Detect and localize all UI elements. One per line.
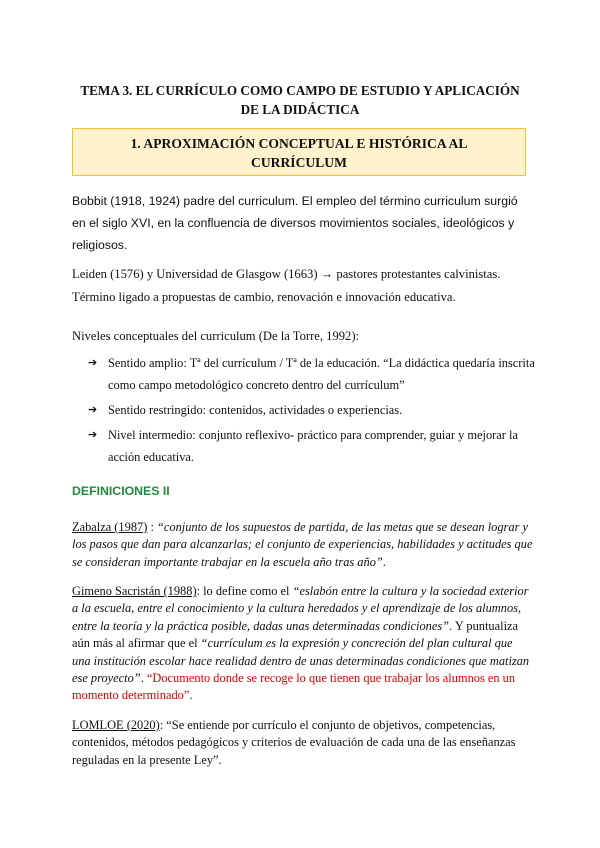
banner-line-2: CURRÍCULUM [251, 155, 347, 170]
intro-paragraph-1: Bobbit (1918, 1924) padre del curriculum. El empleo del término curriculum surgió en el siglo XVI, en la confluencia de diversos movimientos sociales, ideológicos y religiosos. [72, 194, 518, 252]
arrow-right-icon: ➔ [88, 357, 98, 369]
gimeno-text-2: . Y puntualiza aún más al afirmar que el [72, 618, 519, 651]
arrow-right-icon: ➔ [88, 404, 98, 416]
niveles-list [88, 352, 538, 471]
title-line-2: DE LA DIDÁCTICA [240, 102, 360, 117]
gimeno-text-1: : lo define como el [196, 584, 293, 598]
list-item-text: Sentido restringido: contenidos, actividades o experiencias. [108, 403, 403, 417]
intro-paragraph-2: Leiden (1576) y Universidad de Glasgow (1663) → pastores protestantes calvinistas. [72, 267, 501, 281]
zabalza-author: Zabalza (1987) [72, 520, 148, 534]
title-line-1: TEMA 3. EL CURRÍCULO COMO CAMPO DE ESTUDIO Y APLICACIÓN [80, 83, 520, 98]
intro-paragraph-3: Término ligado a propuestas de cambio, renovación e innovación educativa. [72, 290, 456, 304]
gimeno-quote-1: “eslabón entre la cultura y la sociedad exterior a la escuela, entre el conocimiento y la cultura heredados y el aprendizaje de los alumnos, entre la teoría y la práctica posible, dadas unas determinadas condiciones” [72, 584, 529, 633]
definiciones-heading: DEFINICIONES II [72, 484, 170, 498]
lomloe-author: LOMLOE (2020) [72, 718, 160, 732]
document-title [70, 81, 530, 119]
gimeno-text-3: . [140, 671, 147, 686]
gimeno-author: Gimeno Sacristán (1988) [72, 584, 197, 598]
zabalza-sep: : [147, 520, 157, 534]
zabalza-quote: “conjunto de los supuestos de partida, de las metas que se desean lograr y los pasos que dan para alcanzarlas; el conjunto de experiencias, habilidades y actitudes que se consideran importante trabajar en la escuela año tras año” [72, 520, 533, 569]
list-item [88, 424, 538, 468]
banner-line-1: 1. APROXIMACIÓN CONCEPTUAL E HISTÓRICA AL [130, 136, 468, 151]
list-item [88, 352, 538, 396]
list-item-text: Nivel intermedio: conjunto reflexivo- práctico para comprender, guiar y mejorar la acción educativa. [108, 428, 518, 464]
list-item [88, 399, 538, 421]
niveles-heading: Niveles conceptuales del curriculum (De la Torre, 1992): [72, 329, 360, 343]
gimeno-end: . [189, 688, 193, 703]
section-banner [72, 128, 526, 176]
definition-gimeno [72, 583, 534, 705]
lomloe-text: : “Se entiende por currículo el conjunto de objetivos, competencias, contenidos, métodos pedagógicos y criterios de evaluación de cada una de las enseñanzas reguladas en la presente Ley”. [72, 718, 516, 767]
list-item-text: Sentido amplio: Tª del currículum / Tª de la educación. “La didáctica quedaría inscrita como campo metodológico concreto dentro del currículum” [108, 356, 535, 392]
definition-lomloe [72, 717, 534, 769]
gimeno-quote-2: “currículum es la expresión y concreción del plan cultural que una institución escolar hace realidad dentro de unas determinadas condiciones que matizan ese proyecto” [72, 636, 530, 686]
gimeno-red-quote: “Documento donde se recoge lo que tienen que trabajar los alumnos en un momento determinado” [72, 671, 516, 703]
arrow-right-icon: ➔ [88, 429, 98, 441]
zabalza-end: . [382, 554, 386, 569]
definition-zabalza [72, 519, 534, 571]
